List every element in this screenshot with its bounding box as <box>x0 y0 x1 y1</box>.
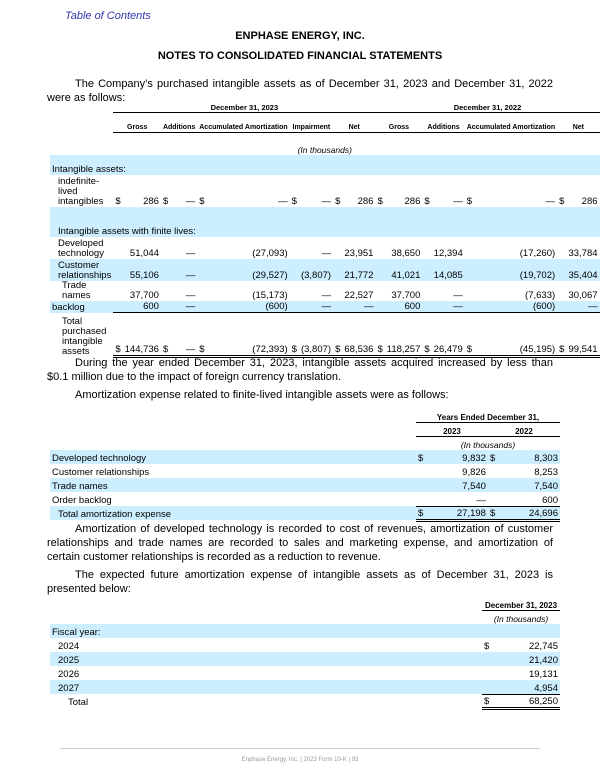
table-row: backlog 600 — (600) — — 600 — (600) — <box>52 301 598 313</box>
december-2023-header: December 31, 2023 <box>482 588 560 610</box>
page-footer: Enphase Energy, Inc. | 2023 Form 10-K | 93 <box>241 757 359 763</box>
units-label: (In thousands) <box>493 614 549 624</box>
col-header: Impairment <box>290 113 333 133</box>
amortization-expense-table <box>50 410 560 522</box>
table-row: 2026 19,131 <box>58 669 558 680</box>
table-row: indefinite-lived intangibles $ 286 $ — $ — $ — $ 286 $ 286 $ — $ — $ 286 <box>58 175 598 207</box>
period-2022-header: December 31, 2022 <box>375 104 599 113</box>
table-row-total: Total purchased intangible assets $ 144,736 $ — $ (72,393) $ (3,807) $ 68,536 $ 118,257 $ 26,479 $ (45,195) $ 99,541 <box>50 313 600 357</box>
year-header: 2023 <box>416 422 488 436</box>
fx-paragraph: During the year ended December 31, 2023, intangible assets acquired increased by less than $0.1 million due to the impact of foreign currency translation. <box>47 357 553 383</box>
col-header: Gross <box>375 113 422 133</box>
col-header: Additions <box>161 113 197 133</box>
table-row: Customer relationships 9,826 8,253 <box>52 467 558 478</box>
table-row: Trade names 37,700 — (15,173) — 22,527 37,700 — (7,633) 30,067 <box>62 279 598 301</box>
table-row: Developed technology $ 9,832 $ 8,303 <box>50 450 560 464</box>
amortization-intro: Amortization expense related to finite-lived intangible assets were as follows: <box>75 389 449 401</box>
table-row-total: Total amortization expense $ 27,198 $ 24,696 <box>50 506 560 520</box>
table-row: Developed technology 51,044 — (27,093) — 23,951 38,650 12,394 (17,260) 33,784 <box>58 237 598 259</box>
intangible-assets-table <box>50 104 600 358</box>
future-amortization-table <box>50 588 560 710</box>
intro-paragraph: The Company’s purchased intangible assets as of December 31, 2023 and December 31, 2022 were as follows: <box>47 78 553 104</box>
year-header: 2022 <box>488 422 560 436</box>
table-row-total: Total $ 68,250 <box>68 695 558 708</box>
company-name: ENPHASE ENERGY, INC. <box>235 30 365 42</box>
future-amortization-intro: The expected future amortization expense of intangible assets as of December 31, 2023 is presented below: <box>47 569 553 595</box>
section-title: NOTES TO CONSOLIDATED FINANCIAL STATEMENTS <box>157 50 443 62</box>
table-row: Trade names 7,540 7,540 <box>50 478 560 492</box>
table-of-contents-link[interactable]: Table of Contents <box>65 10 151 22</box>
col-header: Net <box>557 113 599 133</box>
col-header: Net <box>333 113 375 133</box>
col-header: Additions <box>422 113 464 133</box>
fiscal-year-label: Fiscal year: <box>50 624 560 638</box>
footer-divider <box>60 748 540 749</box>
units-label: (In thousands) <box>297 144 352 155</box>
col-header: Accumulated Amortization <box>197 113 289 133</box>
section-label: Intangible assets: <box>50 155 600 175</box>
years-ended-header: Years Ended December 31, <box>416 410 560 422</box>
col-header: Gross <box>113 113 161 133</box>
amortization-note: Amortization of developed technology is recorded to cost of revenues, amortization of customer relationships and trade names are recorded to sales and marketing expense, and amortization of certain customer relationships is recorded as a reduction to revenue. <box>47 523 553 563</box>
table-row: Order backlog — 600 <box>50 492 560 506</box>
table-row: Customer relationships 55,106 — (29,527) (3,807) 21,772 41,021 14,085 (19,702) 35,404 <box>50 259 600 281</box>
finite-lives-label: Intangible assets with finite lives: <box>50 207 600 237</box>
col-header: Accumulated Amortization <box>465 113 557 133</box>
units-label: (In thousands) <box>460 440 516 450</box>
table-row: 2025 21,420 <box>50 652 560 666</box>
table-row: 2024 $ 22,745 <box>58 641 558 652</box>
period-2023-header: December 31, 2023 <box>113 104 375 113</box>
table-row: 2027 4,954 <box>50 680 560 694</box>
